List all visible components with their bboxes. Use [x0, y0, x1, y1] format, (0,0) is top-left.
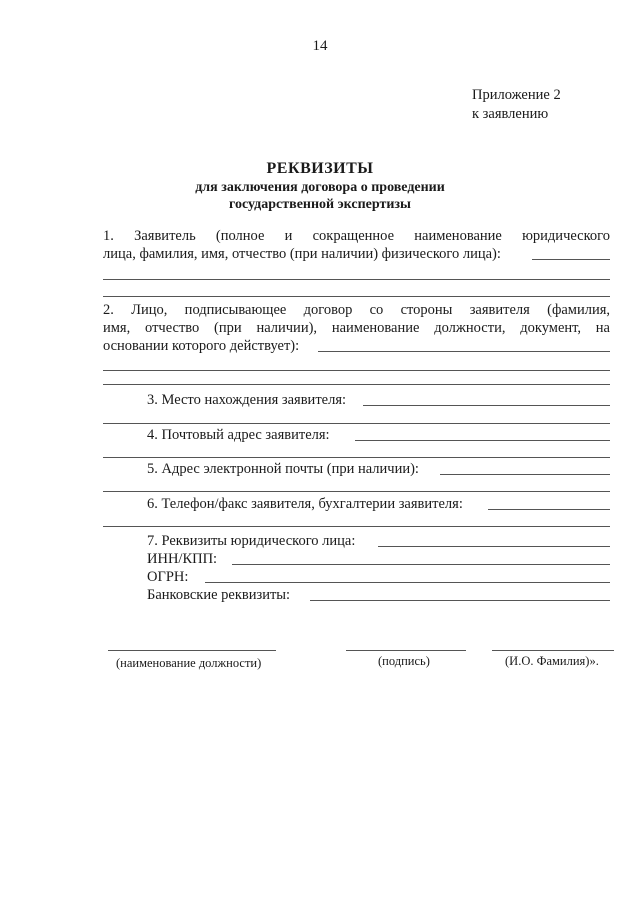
position-caption: (наименование должности): [116, 656, 262, 670]
item-6-fill-line: [488, 509, 610, 510]
item-4-label: 4. Почтовый адрес заявителя:: [147, 427, 330, 443]
item-7-fill-line: [378, 546, 610, 547]
position-signature-line: [108, 650, 276, 651]
item-5-label: 5. Адрес электронной почты (при наличии):: [147, 461, 419, 477]
item-4-fill-line: [355, 440, 610, 441]
document-subtitle-2: государственной экспертизы: [229, 197, 411, 212]
item-2-line-3: основании которого действует):: [103, 338, 300, 354]
item-1-blank-line-1: [103, 279, 610, 280]
document-title: РЕКВИЗИТЫ: [266, 160, 374, 177]
appendix-line-2: к заявлению: [472, 106, 549, 122]
item-6-label: 6. Телефон/факс заявителя, бухгалтерии заявителя:: [147, 496, 463, 512]
item-1-line-2: лица, фамилия, имя, отчество (при наличии) физического лица):: [103, 246, 501, 262]
appendix-note: [472, 86, 561, 124]
ogrn-label: ОГРН:: [147, 569, 189, 585]
item-4-blank-line: [103, 457, 610, 458]
inn-kpp-fill-line: [232, 564, 610, 565]
item-2-fill-line: [318, 351, 610, 352]
appendix-line-1: Приложение 2: [472, 87, 561, 103]
bank-details-label: Банковские реквизиты:: [147, 587, 291, 603]
item-3-blank-line: [103, 423, 610, 424]
item-3-label: 3. Место нахождения заявителя:: [147, 392, 347, 408]
bank-details-fill-line: [310, 600, 610, 601]
item-2-blank-line-2: [103, 384, 610, 385]
sign-signature-line: [346, 650, 466, 651]
name-caption: (И.О. Фамилия)».: [505, 654, 599, 668]
item-1-blank-line-2: [103, 296, 610, 297]
item-5-fill-line: [440, 474, 610, 475]
inn-kpp-label: ИНН/КПП:: [147, 551, 218, 567]
item-5-blank-line: [103, 491, 610, 492]
item-2-line-2: имя, отчество (при наличии), наименование должности, документ, на: [103, 320, 610, 336]
sign-caption: (подпись): [378, 654, 430, 668]
item-7-label: 7. Реквизиты юридического лица:: [147, 533, 356, 549]
item-1-fill-line: [532, 259, 610, 260]
item-6-blank-line: [103, 526, 610, 527]
item-3-fill-line: [363, 405, 610, 406]
item-2-blank-line-1: [103, 370, 610, 371]
page-number: 14: [312, 38, 328, 54]
ogrn-fill-line: [205, 582, 610, 583]
item-1-line-1: 1. Заявитель (полное и сокращенное наименование юридического: [103, 228, 610, 244]
name-signature-line: [492, 650, 614, 651]
document-subtitle-1: для заключения договора о проведении: [195, 180, 445, 195]
item-2-line-1: 2. Лицо, подписывающее договор со стороны заявителя (фамилия,: [103, 302, 610, 318]
